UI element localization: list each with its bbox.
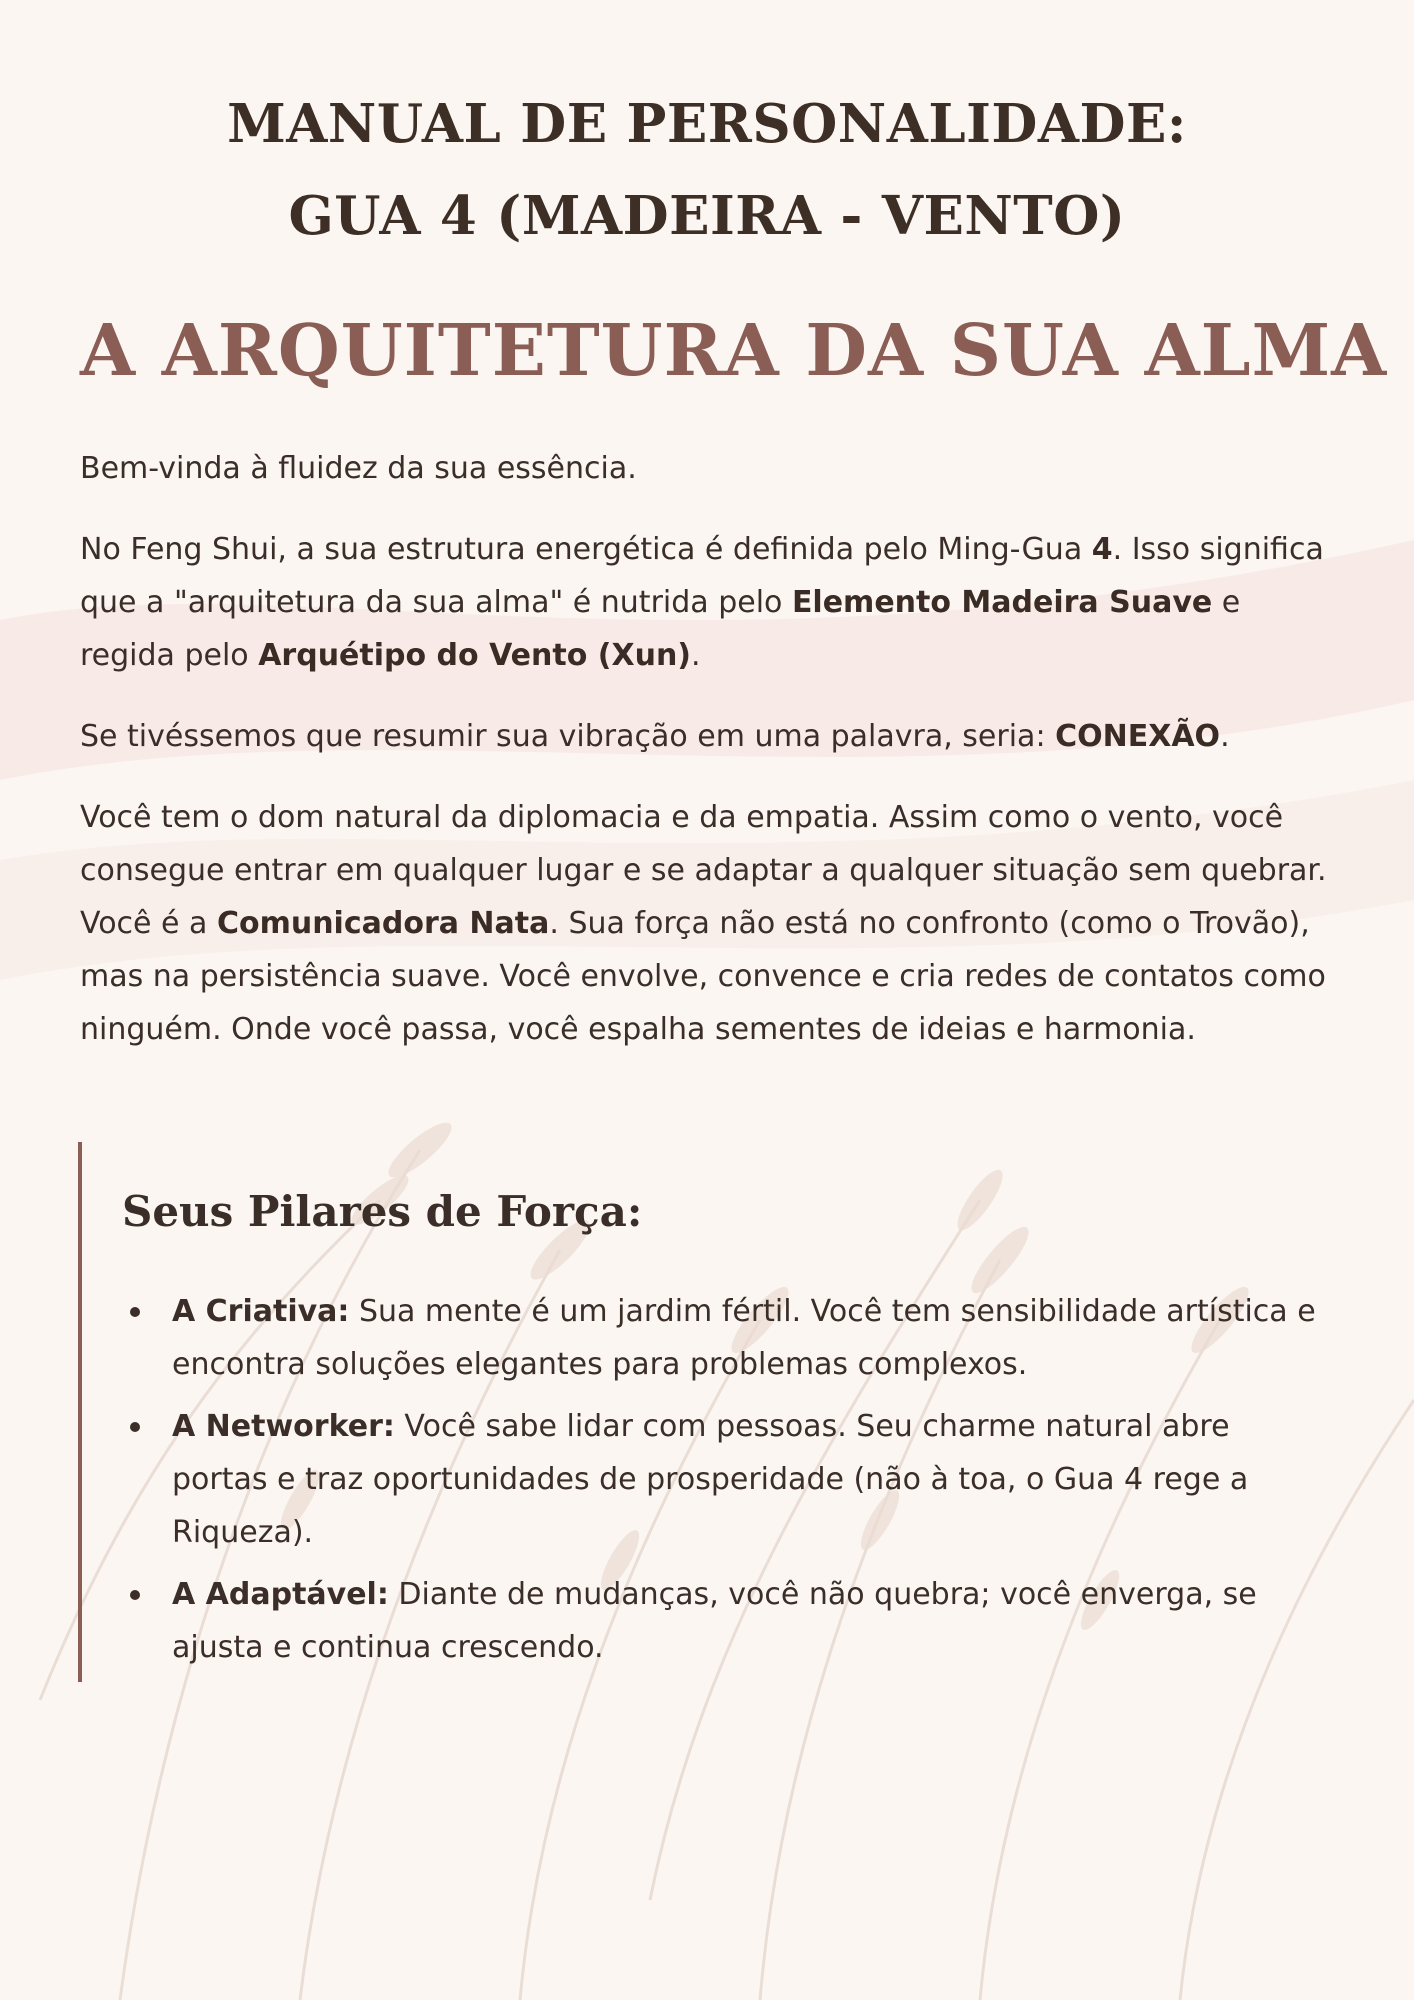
bullet-icon — [130, 1590, 140, 1600]
communicator-label: Comunicadora Nata — [216, 906, 550, 941]
title-line-2: GUA 4 (MADEIRA - VENTO) — [288, 185, 1126, 247]
title-line-1: MANUAL DE PERSONALIDADE: — [227, 93, 1187, 155]
vibration-word: CONEXÃO — [1055, 719, 1221, 754]
intro-section — [80, 442, 1340, 1084]
document-title — [0, 78, 1414, 262]
pillars-title: Seus Pilares de Força: — [122, 1187, 643, 1236]
welcome-paragraph: Bem-vinda à fluidez da sua essência. — [80, 451, 637, 486]
list-item: A Criativa: Sua mente é um jardim fértil. Você tem sensibilidade artística e encontra soluções elegantes para problemas complexos. — [172, 1285, 1332, 1391]
bullet-icon — [130, 1307, 140, 1317]
list-item: A Networker: Você sabe lidar com pessoas. Seu charme natural abre portas e traz oportunidades de prosperidade (não à toa, o Gua 4 rege a Riqueza). — [172, 1400, 1332, 1559]
vibration-paragraph: Se tivéssemos que resumir sua vibração em uma palavra, seria: CONEXÃO. — [80, 719, 1230, 754]
gua-number: 4 — [1091, 532, 1113, 567]
bullet-icon — [130, 1422, 140, 1432]
gua-paragraph: No Feng Shui, a sua estrutura energética é definida pelo Ming-Gua 4. Isso significa que a "arquitetura da sua alma" é nutrida pelo Elemento Madeira Suave e regida pelo Arquétipo do Vento (Xun). — [80, 532, 1324, 673]
main-heading: A ARQUITETURA DA SUA ALMA — [80, 308, 1388, 392]
list-item: A Adaptável: Diante de mudanças, você não quebra; você enverga, se ajusta e continua crescendo. — [172, 1568, 1332, 1674]
description-paragraph: Você tem o dom natural da diplomacia e da empatia. Assim como o vento, você consegue entrar em qualquer lugar e se adaptar a qualquer situação sem quebrar. Você é a Comunicadora Nata. Sua força não está no confronto (como o Trovão), mas na persistência suave. Você envolve, convence e cria redes de contatos como ninguém. Onde você passa, você espalha sementes de ideias e harmonia. — [80, 800, 1327, 1047]
archetype-name: Arquétipo do Vento (Xun) — [258, 638, 692, 673]
pillars-section — [78, 1142, 1352, 1682]
element-name: Elemento Madeira Suave — [791, 585, 1213, 620]
pillars-list — [172, 1285, 1332, 1683]
